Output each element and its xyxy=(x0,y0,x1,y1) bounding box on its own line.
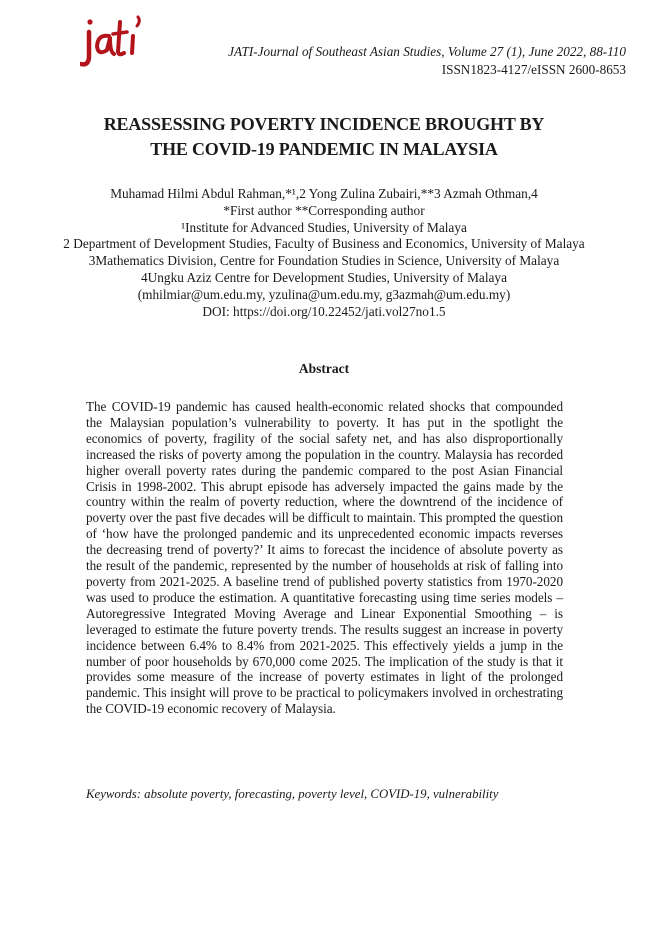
doi-link[interactable]: DOI: https://doi.org/10.22452/jati.vol27no1.5 xyxy=(202,303,446,319)
affiliation-4: 4Ungku Aziz Centre for Development Studies, University of Malaya xyxy=(141,269,507,285)
keywords: Keywords: absolute poverty, forecasting, poverty level, COVID-19, vulnerability xyxy=(86,787,499,801)
affiliation-1: ¹Institute for Advanced Studies, University of Malaya xyxy=(181,219,467,235)
journal-logo xyxy=(80,12,146,70)
paper-title xyxy=(60,112,588,162)
author-block xyxy=(44,186,604,320)
title-line-2: THE COVID-19 PANDEMIC IN MALAYSIA xyxy=(150,139,498,159)
journal-citation: JATI-Journal of Southeast Asian Studies, Volume 27 (1), June 2022, 88-110 xyxy=(228,44,626,59)
author-emails: (mhilmiar@um.edu.my, yzulina@um.edu.my, g3azmah@um.edu.my) xyxy=(137,286,511,302)
author-roles: *First author **Corresponding author xyxy=(223,202,425,218)
affiliation-3: 3Mathematics Division, Centre for Foundation Studies in Science, University of Malaya xyxy=(88,253,560,269)
affiliation-2: 2 Department of Development Studies, Faculty of Business and Economics, University of Malaya xyxy=(63,236,585,252)
title-line-1: REASSESSING POVERTY INCIDENCE BROUGHT BY xyxy=(103,114,545,134)
abstract-body: The COVID-19 pandemic has caused health-economic related shocks that compounded the Malaysian population’s vulnerability to poverty. It has put in the spotlight the economics of poverty, fragility of the social safety net, and has also disproportionally increased the risks of poverty among the population in the country. Malaysia has recorded higher overall poverty rates during the pandemic compared to the post Asian Financial Crisis in 1998-2002. This abrupt episode has adversely impacted the gains made by the country within the realm of poverty reduction, where the downtrend of the incidence of poverty over the past five decades will be difficult to maintain. This prompted the question of ‘how have the prolonged pandemic and its unprecedented economic impacts reverses the decreasing trend of poverty?’ It aims to forecast the incidence of absolute poverty as the result of the pandemic, represented by the number of households at risk of falling into poverty from 2021-2025. A baseline trend of published poverty statistics from 1970-2020 was used to produce the estimation. A quantitative forecasting using time series models – Autoregressive Integrated Moving Average and Linear Exponential Smoothing – is leveraged to estimate the future poverty trends. The results suggest an increase in poverty incidence between 6.4% to 8.4% from 2021-2025. This effectively yields a jump in the number of poor households by 670,000 come 2025. The implication of the study is that it provides some measure of the increase of poverty estimates in light of the prolonged pandemic. This insight will prove to be practical to policymakers involved in orchestrating the COVID-19 economic recovery of Malaysia. xyxy=(86,399,563,717)
author-names: Muhamad Hilmi Abdul Rahman,*¹,2 Yong Zulina Zubairi,**3 Azmah Othman,4 xyxy=(110,186,538,201)
abstract-heading: Abstract xyxy=(298,361,350,376)
issn-line: ISSN1823-4127/eISSN 2600-8653 xyxy=(441,62,626,77)
